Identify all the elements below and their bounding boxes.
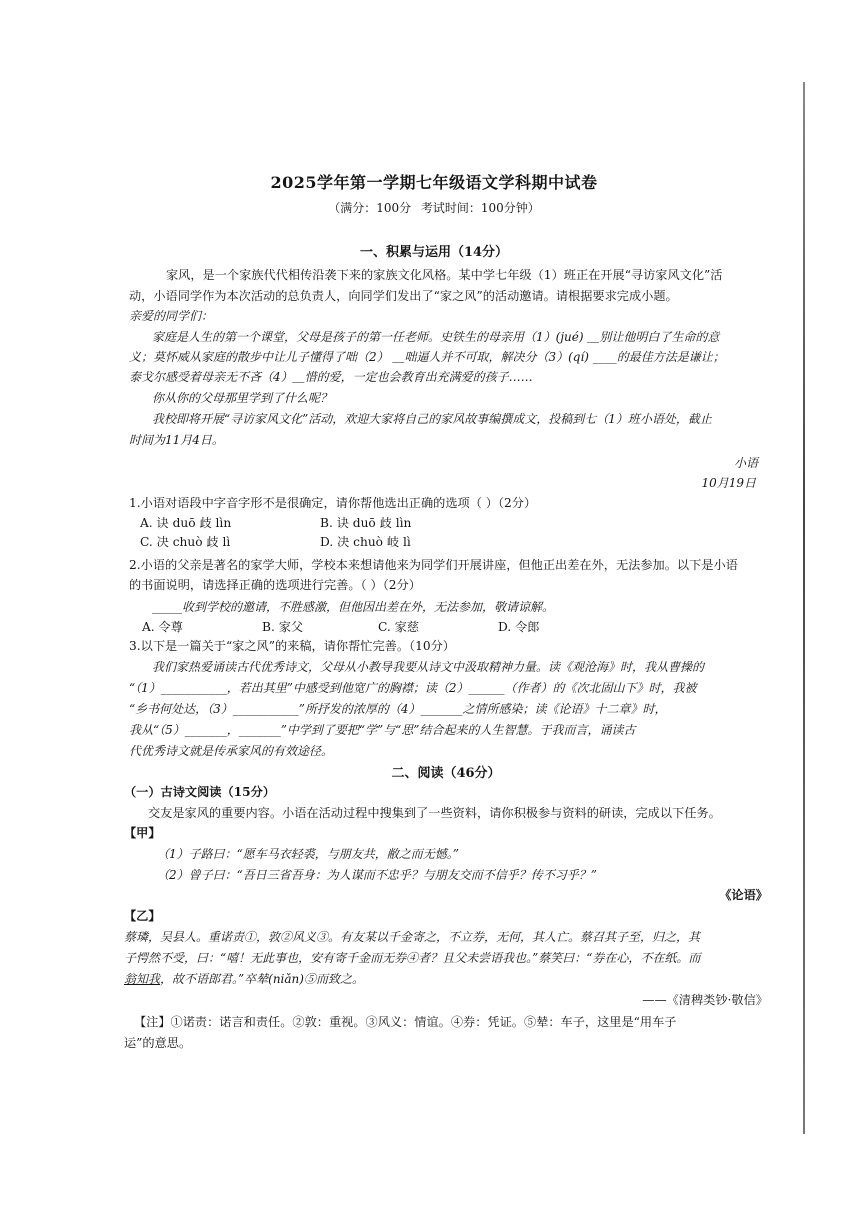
letter-line-2: 义；莫怀威从家庭的散步中让儿子懂得了咄（2） ＿咄逼人并不可取，解决分（3）(qí) ____的最佳方法是谦让； [129, 350, 725, 364]
notes-line-2: 运”的意思。 [124, 1036, 192, 1050]
yi-underlined-phrase: 翁知我 [124, 972, 161, 986]
yi-label: 【乙】 [124, 909, 161, 923]
notice-line-2: 时间为11月4日。 [129, 433, 224, 447]
question-2-line-2: 的书面说明，请选择正确的选项进行完善。（ ）（2分） [129, 578, 421, 592]
letter-line-3: 泰戈尔感受着母亲无不吝（4）＿惜的爱，一定也会教育出充满爱的孩子…… [129, 370, 533, 384]
yi-line-2: 子愕然不受，曰：“嘻！无此事也，安有寄千金而无券④者？且父未尝语我也。”蔡笑曰：“券在心，不在纸。而 [124, 951, 701, 965]
q1-option-d: D. 决 chuò 岐 lì [320, 535, 411, 549]
page-edge-line [803, 82, 805, 1134]
notes-line-1: 【注】①诺责：诺言和责任。②敦：重视。③风义：情谊。④券：凭证。⑤辇：车子，这里是“用车子 [134, 1015, 677, 1029]
q2-option-a: A. 令尊 [142, 620, 183, 634]
q3-line-1: 我们家热爱诵读古代优秀诗文，父母从小教导我要从诗文中汲取精神力量。读《观沧海》时，我从曹操的 [152, 660, 705, 674]
jia-label: 【甲】 [124, 826, 161, 840]
letter-question: 你从你的父母那里学到了什么呢？ [152, 391, 333, 405]
intro-line-1: 家风，是一个家族代代相传沿袭下来的家族文化风格。某中学七年级（1）班正在开展“寻访家风文化”活 [166, 268, 723, 282]
q3-line-5: 代优秀诗文就是传承家风的有效途径。 [129, 744, 334, 758]
question-3: 3.以下是一篇关于“家之风”的来稿，请你帮忙完善。（10分） [129, 639, 455, 653]
q1-option-a: A. 诀 duō 歧 lìn [140, 516, 232, 530]
exam-subtitle: （满分：100分 考试时间：100分钟） [328, 201, 540, 215]
letter-greeting: 亲爱的同学们： [129, 309, 214, 323]
section1-heading: 一、积累与运用（14分） [359, 245, 509, 260]
yi-source: ——《清稗类钞·敬信》 [642, 993, 768, 1007]
letter-signature: 小语 [733, 456, 758, 470]
q2-option-b: B. 家父 [262, 620, 304, 634]
exam-title: 2025学年第一学期七年级语文学科期中试卷 [270, 173, 598, 192]
q3-line-2: “（1）___________，若出其里”中感受到他宽广的胸襟；读（2）______（作者）的《次北固山下》时，我被 [129, 681, 697, 695]
intro-line-2: 动，小语同学作为本次活动的总负责人，向同学们发出了“家之风”的活动邀请。请根据要求完成小题。 [129, 289, 678, 303]
q3-line-4: 我从“（5）_______，_______”中学到了要把“学”与“思”结合起来的人生智慧。于我而言，诵读古 [129, 723, 636, 737]
q3-line-3: “乡书何处达，（3）___________”所抒发的浓厚的（4）_______之情所感染；读《论语》十二章》时， [129, 702, 667, 716]
yi-line-3-rest: ，故不语郎君。”卒辇(niǎn)⑤而致之。 [160, 972, 364, 986]
yi-line-1: 蔡璘，吴县人。重诺责①，敦②风义③。有友某以千金寄之，不立券，无何，其人亡。蔡召其子至，归之，其 [124, 930, 701, 944]
letter-line-1: 家庭是人生的第一个课堂，父母是孩子的第一任老师。史铁生的母亲用（1）(jué) ＿别让他明白了生命的意 [152, 330, 720, 344]
jia-item-2: （2）曾子曰：“吾日三省吾身：为人谋而不忠乎？与朋友交而不信乎？传不习乎？” [157, 868, 597, 882]
yi-line-3 [124, 970, 364, 987]
question-2-line-1: 2.小语的父亲是著名的家学大师，学校本来想请他来为同学们开展讲座，但他正出差在外，无法参加。以下是小语 [129, 558, 738, 572]
q1-option-c: C. 决 chuò 歧 lì [140, 535, 231, 549]
section2-heading: 二、阅读（46分） [391, 766, 501, 781]
reading-intro: 交友是家风的重要内容。小语在活动过程中搜集到了一些资料，请你积极参与资料的研读，完成以下任务。 [148, 806, 721, 820]
jia-source: 《论语》 [719, 888, 768, 902]
q2-option-d: D. 令郎 [498, 620, 540, 634]
question-1: 1.小语对语段中字音字形不是很确定，请你帮他选出正确的选项（ ）（2分） [129, 496, 537, 510]
question-2-stem: _____收到学校的邀请，不胜感激，但他因出差在外，无法参加，敬请谅解。 [152, 600, 555, 614]
q2-option-c: C. 家慈 [378, 620, 420, 634]
jia-item-1: （1）子路曰：“愿车马衣轻裘，与朋友共，敝之而无憾。” [157, 847, 459, 861]
letter-date: 10月19日 [701, 476, 756, 490]
subsection-1-heading: （一）古诗文阅读（15分） [124, 785, 276, 799]
q1-option-b: B. 诀 duō 歧 lìn [320, 516, 412, 530]
notice-line-1: 我校即将开展“寻访家风文化”活动，欢迎大家将自己的家风故事编撰成文，投稿到七（1）班小语处，截止 [152, 412, 712, 426]
